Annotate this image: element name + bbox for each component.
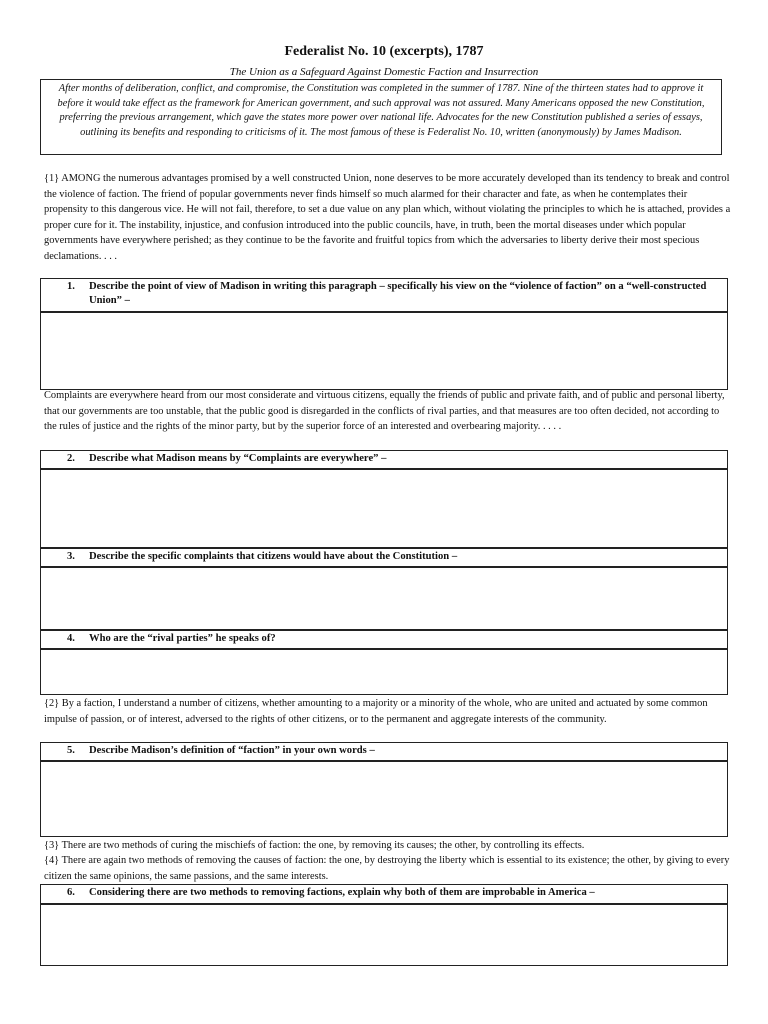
question-text: Describe Madison’s definition of “faction” in your own words – xyxy=(89,745,375,756)
intro-box xyxy=(40,79,722,155)
document-title: Federalist No. 10 (excerpts), 1787 xyxy=(284,44,484,59)
question-5 xyxy=(40,742,728,761)
question-6 xyxy=(40,884,728,904)
answer-box-3[interactable] xyxy=(40,567,728,630)
document-subtitle: The Union as a Safeguard Against Domestic Faction and Insurrection xyxy=(229,66,539,78)
intro-text: After months of deliberation, conflict, and compromise, the Constitution was completed in the summer of 1787. Nine of the thirteen states had to approve it before it would take effect as the framework for American government, and such approval was not assured. Many Americans opposed the new Constitution, preferring the previous arrangement, which gave the states more power over national life. Advocates for the new Constitution published a series of essays, outlining its benefits and responding to criticisms of it. The most famous of these is Federalist No. 10, written (anonymously) by James Madison. xyxy=(57,83,705,138)
question-number: 2. xyxy=(67,453,75,464)
question-3 xyxy=(40,548,728,567)
answer-box-5[interactable] xyxy=(40,761,728,837)
paragraph-1: {1} AMONG the numerous advantages promised by a well constructed Union, none deserves to be more accurately developed than its tendency to break and control the violence of faction. The friend of popular governments never finds himself so much alarmed for their character and fate, as when he contemplates their propensity to this dangerous vice. He will not fail, therefore, to set a due value on any plan which, without violating the principles to which he is attached, provides a proper cure for it. The instability, injustice, and confusion introduced into the public councils, have, in truth, been the mortal diseases under which popular governments have everywhere perished; as they continue to be the favorite and fruitful topics from which the adversaries to liberty derive their most specious declamations. . . . xyxy=(44,173,731,262)
question-1 xyxy=(40,278,728,312)
question-number: 6. xyxy=(67,887,75,898)
question-text: Describe what Madison means by “Complaints are everywhere” – xyxy=(89,453,387,464)
question-number: 1. xyxy=(67,281,75,292)
paragraph-4: {3} There are two methods of curing the mischiefs of faction: the one, by removing its causes; the other, by controlling its effects. xyxy=(44,840,585,851)
question-text: Describe the specific complaints that citizens would have about the Constitution – xyxy=(89,551,458,562)
answer-box-2[interactable] xyxy=(40,469,728,548)
question-number: 5. xyxy=(67,745,75,756)
answer-box-1[interactable] xyxy=(40,312,728,390)
question-text: Describe the point of view of Madison in writing this paragraph – specifically his view on the “violence of faction” on a “well-constructed Union” – xyxy=(89,281,707,306)
question-text: Who are the “rival parties” he speaks of? xyxy=(89,633,276,644)
paragraph-2: Complaints are everywhere heard from our most considerate and virtuous citizens, equally the friends of public and private faith, and of public and personal liberty, that our governments are too unstable, that the public good is disregarded in the conflicts of rival parties, and that measures are too often decided, not according to the rules of justice and the rights of the minor party, but by the superior force of an interested and overbearing majority. . . . . xyxy=(44,390,725,432)
paragraph-5: {4} There are again two methods of removing the causes of faction: the one, by destroying the liberty which is essential to its existence; the other, by giving to every citizen the same opinions, the same passions, and the same interests. xyxy=(44,855,730,882)
question-number: 4. xyxy=(67,633,75,644)
question-number: 3. xyxy=(67,551,75,562)
paragraph-3: {2} By a faction, I understand a number of citizens, whether amounting to a majority or a minority of the whole, who are united and actuated by some common impulse of passion, or of interest, adversed to the rights of other citizens, or to the permanent and aggregate interests of the community. xyxy=(44,698,708,725)
question-4 xyxy=(40,630,728,649)
answer-box-6[interactable] xyxy=(40,904,728,966)
answer-box-4[interactable] xyxy=(40,649,728,695)
question-text: Considering there are two methods to removing factions, explain why both of them are improbable in America – xyxy=(89,887,595,898)
question-2 xyxy=(40,450,728,469)
